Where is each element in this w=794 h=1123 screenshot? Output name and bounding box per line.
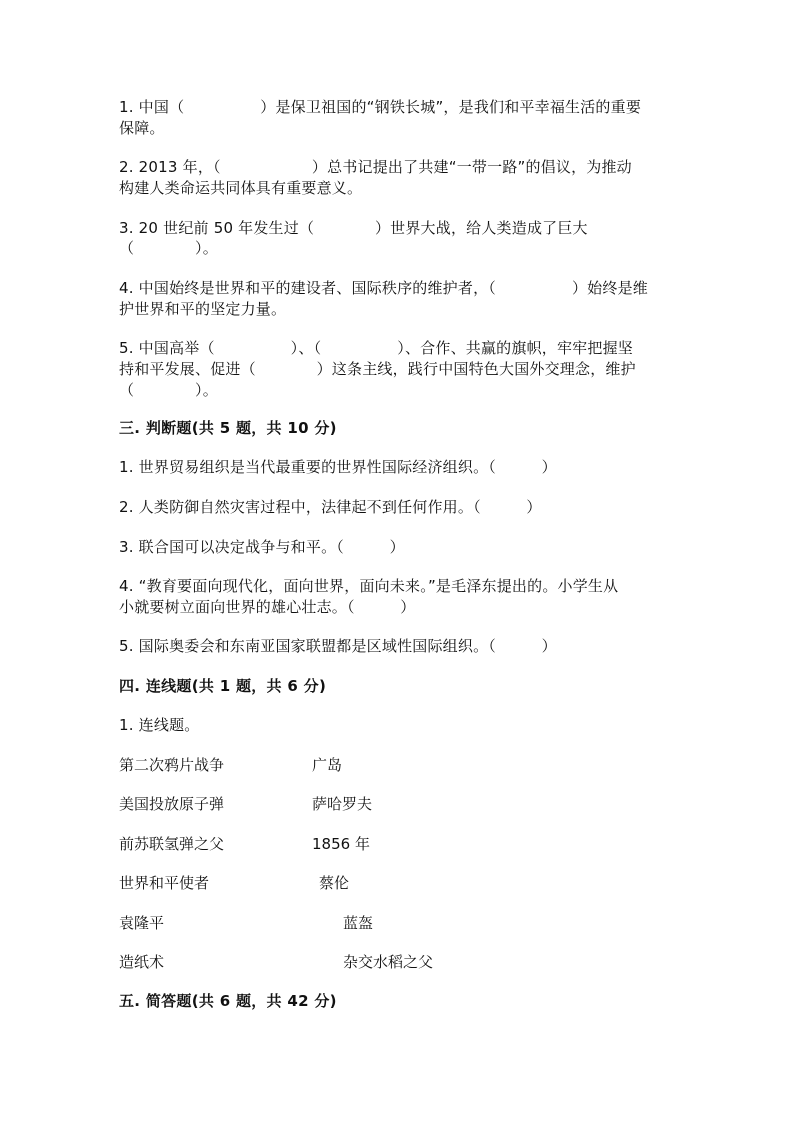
q4-line1: 4. 中国始终是世界和平的建设者、国际秩序的维护者，（ ）始终是维 [119,279,648,297]
match-left-6: 造纸术 [119,953,165,971]
match-right-4: 蔡伦 [319,874,350,892]
tf-item-5: 5. 国际奥委会和东南亚国家联盟都是区域性国际组织。（ ） [119,637,557,655]
match-right-6: 杂交水稻之父 [343,953,434,971]
match-right-2: 萨哈罗夫 [312,795,373,813]
section4-heading: 四. 连线题(共 1 题，共 6 分) [119,677,327,695]
q1-line1: 1. 中国（ ）是保卫祖国的“钢铁长城”，是我们和平幸福生活的重要 [119,98,642,116]
tf-item-4-line2: 小就要树立面向世界的雄心壮志。（ ） [119,598,416,616]
q5-line2: 持和平发展、促进（ ）这条主线，践行中国特色大国外交理念，维护 [119,360,636,378]
tf-item-3: 3. 联合国可以决定战争与和平。（ ） [119,538,405,556]
q2-line2: 构建人类命运共同体具有重要意义。 [119,179,363,197]
match-left-4: 世界和平使者 [119,874,210,892]
match-left-2: 美国投放原子弹 [119,795,225,813]
match-left-5: 袁隆平 [119,914,165,932]
q3-line2: （ ）。 [119,239,218,257]
tf-item-1: 1. 世界贸易组织是当代最重要的世界性国际经济组织。（ ） [119,458,557,476]
q4-line2: 护世界和平的坚定力量。 [119,300,287,318]
match-left-3: 前苏联氢弹之父 [119,835,225,853]
tf-item-2: 2. 人类防御自然灾害过程中，法律起不到任何作用。（ ） [119,498,542,516]
q3-line1: 3. 20 世纪前 50 年发生过（ ）世界大战，给人类造成了巨大 [119,219,588,237]
q2-line1: 2. 2013 年，（ ）总书记提出了共建“一带一路”的倡议，为推动 [119,158,632,176]
match-right-3: 1856 年 [312,835,370,853]
match-left-1: 第二次鸦片战争 [119,756,225,774]
q1-line2: 保障。 [119,119,165,137]
section3-heading: 三. 判断题(共 5 题，共 10 分) [119,419,337,437]
section5-heading: 五. 简答题(共 6 题，共 42 分) [119,992,337,1010]
matching-question: 1. 连线题。 [119,716,200,734]
match-right-1: 广岛 [312,756,343,774]
q5-line3: （ ）。 [119,381,218,399]
match-right-5: 蓝盔 [343,914,374,932]
tf-item-4-line1: 4. “教育要面向现代化，面向世界，面向未来。”是毛泽东提出的。小学生从 [119,577,619,595]
q5-line1: 5. 中国高举（ ）、（ ）、合作、共赢的旗帜，牢牢把握坚 [119,339,633,357]
